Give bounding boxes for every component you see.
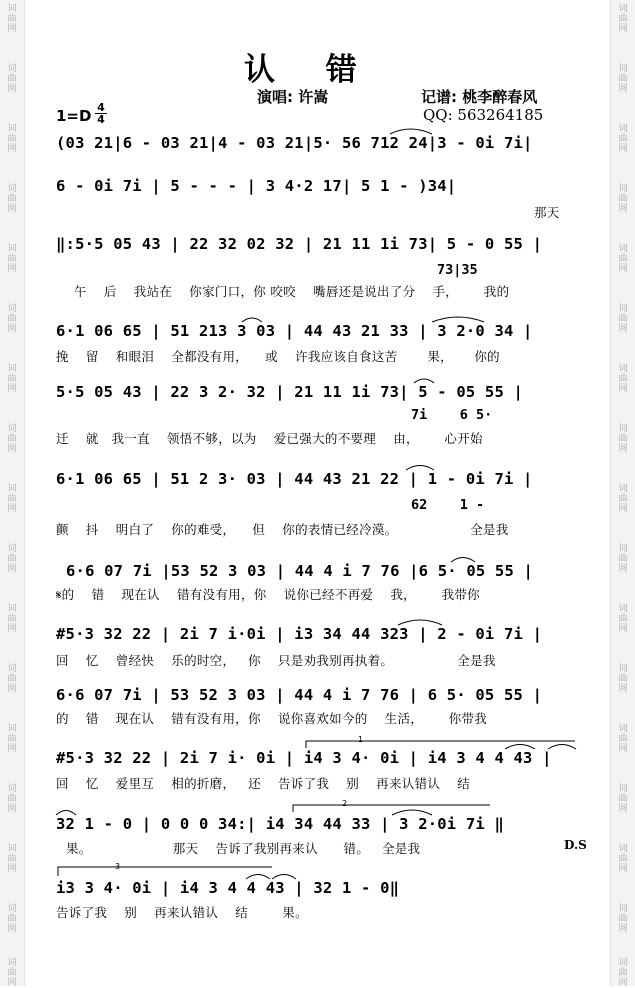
slur-mark [548, 745, 576, 750]
time-signature-bottom: 4 [95, 113, 107, 125]
volta-bracket [293, 805, 490, 812]
alternate-notes-2: 7i 6 5· [411, 407, 493, 423]
watermark-text: 词曲网 [7, 364, 17, 394]
lyric-line-7: 回 忆 曾经快 乐的时空， 你 只是劝我别再执着。 全是我 [56, 653, 496, 668]
watermark-text: 词曲网 [7, 184, 17, 214]
lyric-line-4: 迁 就 我一直 领悟不够，以为 爱已强大的不要理 由， 心开始 [56, 431, 483, 446]
watermark-text: 词曲网 [618, 124, 628, 154]
watermark-text: 词曲网 [618, 64, 628, 94]
staff-line-8: #5·3 32 22 | 2i 7 i·0i | i3 34 44 323 | 2 - 0i 7i | [56, 625, 543, 643]
slur-mark [414, 379, 434, 383]
lyric-line-1: 那天 [534, 205, 560, 220]
slur-mark [242, 318, 262, 322]
staff-line-7: 6·6 07 7i |53 52 3 03 | 44 4 i 7 76 |6 5· 05 55 | [66, 562, 534, 580]
slur-mark [246, 875, 270, 880]
watermark-text: 词曲网 [618, 904, 628, 934]
singer-credit: 演唱: 许嵩 [257, 88, 329, 106]
volta-bracket [58, 867, 272, 876]
staff-line-4: 6·1 06 65 | 51 213 3 03 | 44 43 21 33 | 3 2·0 34 | [56, 322, 533, 340]
watermark-text: 词曲网 [7, 4, 17, 34]
lyric-line-6: 𝄋的 错 现在认 错有没有用，你 说你已经不再爱 我， 我带你 [56, 587, 480, 602]
watermark-text: 词曲网 [618, 244, 628, 274]
watermark-text: 词曲网 [618, 304, 628, 334]
watermark-text: 词曲网 [7, 544, 17, 574]
lyric-line-2: 午 后 我站在 你家门口，你 咬咬 嘴唇还是说出了分 手， 我的 [74, 284, 510, 299]
staff-line-9: 6·6 07 7i | 53 52 3 03 | 44 4 i 7 76 | 6 5· 05 55 | [56, 686, 543, 704]
song-title: 认 错 [244, 52, 377, 88]
staff-line-11: 32 1 - 0 | 0 0 0 34:| i4 34 44 33 | 3 2·0i 7i ‖ [56, 815, 504, 833]
watermark-text: 词曲网 [7, 604, 17, 634]
slur-mark [272, 875, 296, 880]
watermark-text: 词曲网 [7, 64, 17, 94]
staff-line-2: 6 - 0i 7i | 5 - - - | 3 4·2 17| 5 1 - )34| [56, 177, 457, 195]
time-signature-top: 4 [97, 101, 105, 114]
staff-line-10: #5·3 32 22 | 2i 7 i· 0i | i4 3 4· 0i | i4 3 4 4 43 | [56, 749, 552, 767]
lyric-line-3: 挽 留 和眼泪 全都没有用， 或 许我应该自食这苦 果， 你的 [56, 349, 500, 364]
watermark-text: 词曲网 [618, 784, 628, 814]
lyric-line-11: 告诉了我 别 再来认错认 结 果。 [56, 905, 308, 920]
watermark-text: 词曲网 [618, 184, 628, 214]
transcriber-credit: 记谱: 桃李醉春风 [421, 88, 538, 106]
ds-mark: D.S [564, 838, 587, 852]
watermark-text: 词曲网 [7, 304, 17, 334]
watermark-text: 词曲网 [7, 958, 17, 988]
staff-line-5: 5·5 05 43 | 22 3 2· 32 | 21 11 1i 73| 5 - 05 55 | [56, 383, 524, 401]
staff-line-1: (03 21|6 - 03 21|4 - 03 21|5· 56 712 24|3 - 0i 7i| [56, 134, 533, 152]
slur-mark [432, 317, 484, 322]
volta-label-3: 3 [115, 862, 121, 871]
watermark-text: 词曲网 [618, 544, 628, 574]
watermark-text: 词曲网 [7, 904, 17, 934]
watermark-text: 词曲网 [7, 484, 17, 514]
watermark-text: 词曲网 [618, 844, 628, 874]
watermark-text: 词曲网 [618, 4, 628, 34]
watermark-text: 词曲网 [7, 844, 17, 874]
watermark-text: 词曲网 [7, 424, 17, 454]
staff-line-6: 6·1 06 65 | 51 2 3· 03 | 44 43 21 22 | 1 - 0i 7i | [56, 470, 533, 488]
staff-line-3: ‖:5·5 05 43 | 22 32 02 32 | 21 11 1i 73| 5 - 0 55 | [56, 235, 543, 253]
watermark-text: 词曲网 [7, 784, 17, 814]
slur-mark [56, 811, 76, 816]
watermark-text: 词曲网 [618, 664, 628, 694]
volta-label-1: 1 [358, 735, 364, 744]
watermark-text: 词曲网 [618, 724, 628, 754]
lyric-line-8: 的 错 现在认 错有没有用，你 说你喜欢如今的 生活， 你带我 [56, 711, 488, 726]
volta-bracket [306, 741, 575, 748]
lyric-line-10: 果。 那天 告诉了我别再来认 错。 全是我 [66, 841, 421, 856]
alternate-notes-1: 73|35 [437, 262, 478, 278]
slur-mark [451, 558, 475, 563]
watermark-text: 词曲网 [618, 604, 628, 634]
qq-contact: QQ: 563264185 [423, 106, 544, 124]
watermark-text: 词曲网 [618, 484, 628, 514]
slur-mark [505, 745, 535, 750]
slur-mark [398, 620, 442, 625]
watermark-text: 词曲网 [618, 424, 628, 454]
alternate-notes-3: 62 1 - [411, 497, 485, 513]
slur-mark [390, 129, 432, 134]
slur-mark [392, 810, 432, 815]
slur-mark [406, 466, 434, 471]
staff-line-12: i3 3 4· 0i | i4 3 4 4 43 | 32 1 - 0‖ [56, 879, 400, 897]
watermark-text: 词曲网 [618, 364, 628, 394]
watermark-text: 词曲网 [7, 124, 17, 154]
watermark-text: 词曲网 [7, 724, 17, 754]
lyric-line-9: 回 忆 爱里互 相的折磨， 还 告诉了我 别 再来认错认 结 [56, 776, 471, 791]
lyric-line-5: 颤 抖 明白了 你的难受， 但 你的表情已经冷漠。 全是我 [56, 522, 509, 537]
watermark-text: 词曲网 [618, 958, 628, 988]
volta-label-2: 2 [342, 799, 348, 808]
watermark-text: 词曲网 [7, 244, 17, 274]
key-signature: 1=D [56, 107, 92, 125]
watermark-text: 词曲网 [7, 664, 17, 694]
